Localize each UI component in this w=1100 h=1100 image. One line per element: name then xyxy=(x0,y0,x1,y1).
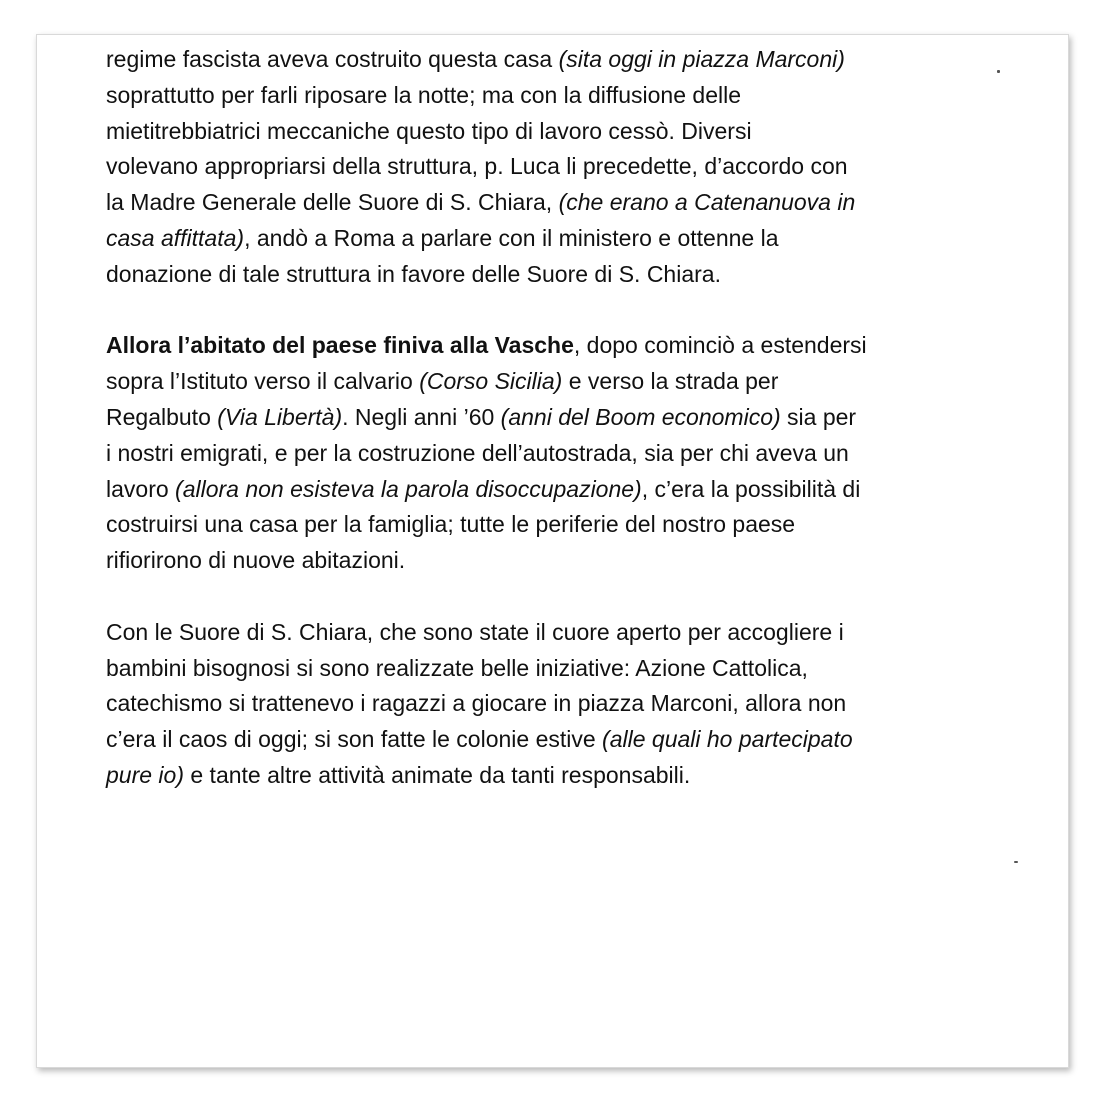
text-run: e verso la strada per xyxy=(562,368,779,395)
document-page xyxy=(36,34,1069,1068)
scan-speck xyxy=(997,70,1000,73)
text-run: bambini bisognosi si sono realizzate belle iniziative: Azione Cattolica, xyxy=(106,654,808,681)
text-run: donazione di tale struttura in favore delle Suore di S. Chiara. xyxy=(106,260,721,287)
text-run: mietitrebbiatrici meccaniche questo tipo di lavoro cessò. Diversi xyxy=(106,117,752,144)
text-line xyxy=(106,78,1051,114)
text-run: Con le Suore di S. Chiara, che sono state il cuore aperto per accogliere i xyxy=(106,618,844,645)
italic-text: casa affittata) xyxy=(106,224,245,251)
text-run: rifiorirono di nuove abitazioni. xyxy=(106,547,406,574)
text-line xyxy=(106,436,1051,472)
text-line xyxy=(106,328,1051,364)
italic-text: (sita oggi in piazza Marconi) xyxy=(558,46,845,72)
text-run: e tante altre attività animate da tanti responsabili. xyxy=(183,761,691,788)
text-run: regime fascista aveva costruito questa casa xyxy=(106,46,559,72)
scan-speck xyxy=(1014,861,1018,863)
text-run: , dopo cominciò a estendersi xyxy=(573,332,867,359)
text-line xyxy=(106,185,1051,221)
text-line xyxy=(106,257,1051,293)
text-line xyxy=(106,400,1051,436)
italic-text: (alle quali ho partecipato xyxy=(602,726,853,753)
text-run: la Madre Generale delle Suore di S. Chiara, xyxy=(106,189,559,216)
text-line xyxy=(106,758,1051,794)
document-body xyxy=(106,42,1051,794)
text-run: , andò a Roma a parlare con il ministero e ottenne la xyxy=(244,224,779,251)
text-line xyxy=(106,543,1051,579)
text-line xyxy=(106,114,1051,150)
text-run: lavoro xyxy=(106,475,176,502)
text-run: c’era il caos di oggi; si son fatte le colonie estive xyxy=(106,726,603,753)
text-line xyxy=(106,507,1051,543)
text-run: , c’era la possibilità di xyxy=(641,475,861,502)
paragraph-1 xyxy=(106,42,1051,293)
italic-text: pure io) xyxy=(106,761,184,788)
italic-text: (che erano a Catenanuova in xyxy=(558,189,856,216)
paragraph-3 xyxy=(106,615,1051,794)
italic-text: (anni del Boom economico) xyxy=(500,403,781,430)
paragraph-2 xyxy=(106,328,1051,579)
text-line xyxy=(106,364,1051,400)
cropped-previous-line xyxy=(106,27,626,41)
text-line xyxy=(106,615,1051,651)
text-line xyxy=(106,149,1051,185)
text-run: Regalbuto xyxy=(106,403,218,430)
text-line xyxy=(106,651,1051,687)
text-run: sia per xyxy=(780,403,857,430)
text-line xyxy=(106,42,1051,78)
text-run: catechismo si trattenevo i ragazzi a giocare in piazza Marconi, allora non xyxy=(106,690,847,717)
text-run: sopra l’Istituto verso il calvario xyxy=(106,368,420,395)
bold-text: Allora l’abitato del paese finiva alla Vasche xyxy=(106,332,574,359)
text-line xyxy=(106,722,1051,758)
text-run: i nostri emigrati, e per la costruzione dell’autostrada, sia per chi aveva un xyxy=(106,439,849,466)
text-run: costruirsi una casa per la famiglia; tutte le periferie del nostro paese xyxy=(106,511,796,538)
text-run: volevano appropriarsi della struttura, p. Luca li precedette, d’accordo con xyxy=(106,153,848,180)
text-run: soprattutto per farli riposare la notte; ma con la diffusione delle xyxy=(106,81,741,108)
text-run: . Negli anni ’60 xyxy=(342,403,501,430)
text-line xyxy=(106,221,1051,257)
italic-text: (allora non esisteva la parola disoccupazione) xyxy=(175,475,642,502)
text-line xyxy=(106,686,1051,722)
text-line xyxy=(106,472,1051,508)
italic-text: (Via Libertà) xyxy=(217,403,343,430)
italic-text: (Corso Sicilia) xyxy=(419,368,563,395)
